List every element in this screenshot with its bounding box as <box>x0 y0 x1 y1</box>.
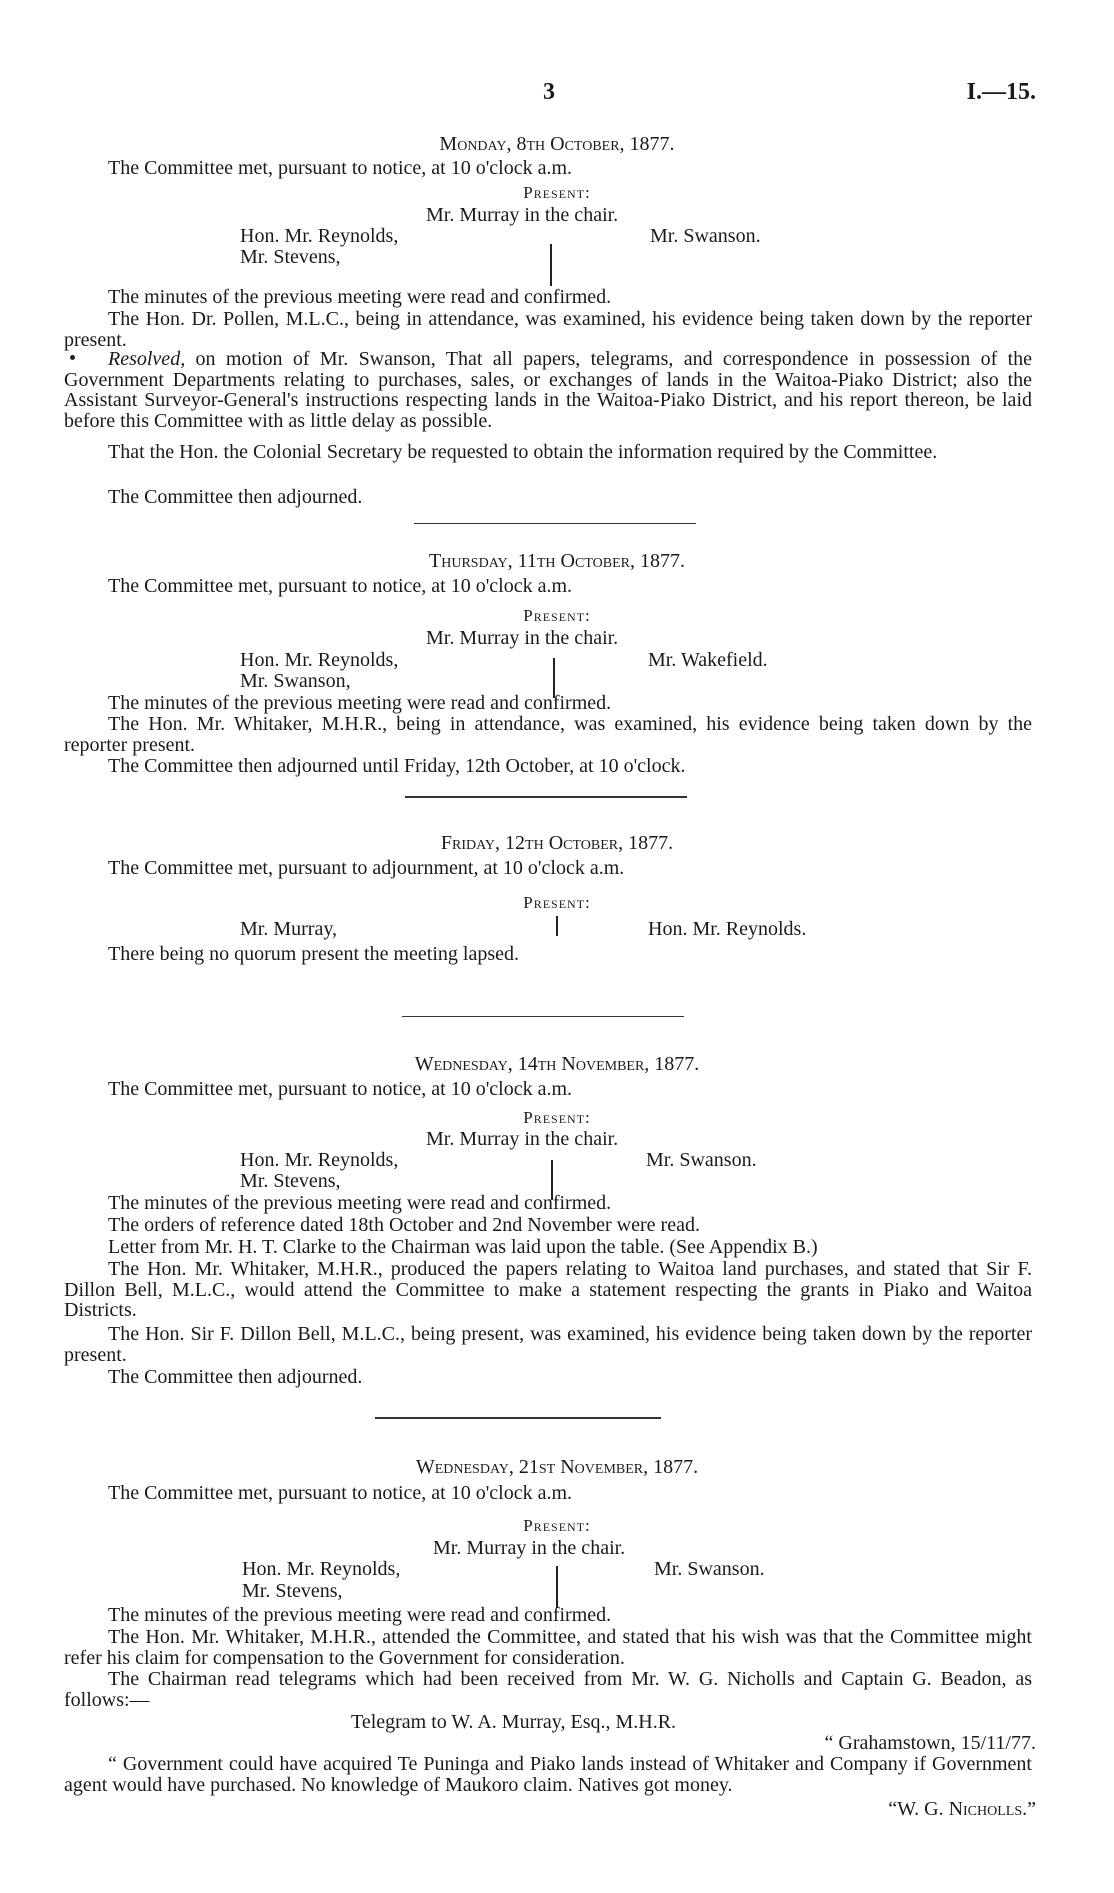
document-id: I.—15. <box>966 79 1036 105</box>
member-left-3a: Mr. Murray, <box>240 918 338 940</box>
chair-line-4: Mr. Murray in the chair. <box>426 1128 619 1150</box>
paragraph: The Committee then adjourned. <box>108 486 363 508</box>
chair-line-2: Mr. Murray in the chair. <box>426 627 619 649</box>
present-heading-4: Present: <box>523 1108 591 1127</box>
meeting-opening-2: The Committee met, pursuant to notice, at 10 o'clock a.m. <box>108 575 573 597</box>
member-left-2a: Hon. Mr. Reynolds, <box>240 649 399 671</box>
present-heading-5: Present: <box>523 1516 591 1535</box>
page-number: 3 <box>543 79 555 105</box>
meeting-date-1: Monday, 8th October, 1877. <box>439 133 675 155</box>
telegram-signature: “W. G. Nicholls.” <box>888 1798 1036 1820</box>
meeting-opening-3: The Committee met, pursuant to adjournment, at 10 o'clock a.m. <box>108 857 625 879</box>
meeting-opening-1: The Committee met, pursuant to notice, at 10 o'clock a.m. <box>108 157 573 179</box>
paragraph: That the Hon. the Colonial Secretary be requested to obtain the information required by the Committee. <box>108 441 938 463</box>
paragraph: The minutes of the previous meeting were read and confirmed. <box>108 1192 612 1214</box>
paragraph: The Hon. Sir F. Dillon Bell, M.L.C., being present, was examined, his evidence being taken down by the reporter present. <box>64 1323 1032 1366</box>
chair-line-1: Mr. Murray in the chair. <box>426 204 619 226</box>
member-right-2a: Mr. Wakefield. <box>648 649 768 671</box>
chair-line-5: Mr. Murray in the chair. <box>433 1537 626 1559</box>
meeting-date-2: Thursday, 11th October, 1877. <box>429 550 685 572</box>
member-right-3a: Hon. Mr. Reynolds. <box>648 918 807 940</box>
present-heading-1: Present: <box>523 183 591 202</box>
paragraph: The orders of reference dated 18th October and 2nd November were read. <box>108 1214 700 1236</box>
telegram-place-date: “ Grahamstown, 15/11/77. <box>824 1732 1036 1754</box>
present-heading-3: Present: <box>523 893 591 912</box>
paragraph: The Hon. Mr. Whitaker, M.H.R., attended the Committee, and stated that his wish was that the Committee might refer his claim for compensation to the Government for consideration. <box>64 1626 1032 1669</box>
resolved-text: on motion of Mr. Swanson, That all papers, telegrams, and correspondence in possession of the Government Departments relating to purchases, sales, or exchanges of lands in the Waitoa-Piako District; also the Assistant Surveyor-General's instructions respecting lands in the Waitoa-Piako District, and his report thereon, be laid before this Committee with as little delay as possible. <box>64 348 1032 432</box>
paragraph: The minutes of the previous meeting were read and confirmed. <box>108 286 612 308</box>
present-heading-2: Present: <box>523 606 591 625</box>
telegram-body: “ Government could have acquired Te Puninga and Piako lands instead of Whitaker and Company if Government agent would have purchased. No knowledge of Maukoro claim. Natives got money. <box>64 1753 1032 1796</box>
paragraph: The Committee then adjourned until Friday, 12th October, at 10 o'clock. <box>108 755 686 777</box>
section-divider <box>402 1016 684 1017</box>
paragraph: Letter from Mr. H. T. Clarke to the Chairman was laid upon the table. (See Appendix B.) <box>108 1236 818 1258</box>
column-divider <box>556 1566 558 1608</box>
member-left-4a: Hon. Mr. Reynolds, <box>240 1149 399 1171</box>
meeting-date-4: Wednesday, 14th November, 1877. <box>414 1053 700 1075</box>
paragraph: There being no quorum present the meeting lapsed. <box>108 943 519 965</box>
paragraph-resolved <box>64 349 1032 431</box>
paragraph: The Hon. Mr. Whitaker, M.H.R., produced the papers relating to Waitoa land purchases, and stated that Sir F. Dillon Bell, M.L.C., would attend the Committee to make a statement respecting the grants in Piako and Waitoa Districts. <box>64 1258 1032 1321</box>
paragraph: The Committee then adjourned. <box>108 1366 363 1388</box>
telegram-title: Telegram to W. A. Murray, Esq., M.H.R. <box>351 1711 677 1733</box>
member-right-4a: Mr. Swanson. <box>646 1149 757 1171</box>
section-divider <box>375 1417 661 1419</box>
meeting-date-5: Wednesday, 21st November, 1877. <box>415 1456 699 1478</box>
member-left-2b: Mr. Swanson, <box>240 670 351 692</box>
member-left-5b: Mr. Stevens, <box>242 1580 343 1602</box>
paragraph: The Chairman read telegrams which had been received from Mr. W. G. Nicholls and Captain G. Beadon, as follows:— <box>64 1668 1032 1711</box>
section-divider <box>414 523 696 524</box>
member-left-1a: Hon. Mr. Reynolds, <box>240 225 399 247</box>
column-divider <box>550 244 552 286</box>
member-left-4b: Mr. Stevens, <box>240 1170 341 1192</box>
meeting-opening-5: The Committee met, pursuant to notice, at 10 o'clock a.m. <box>108 1482 573 1504</box>
member-left-5a: Hon. Mr. Reynolds, <box>242 1558 401 1580</box>
resolved-word: Resolved, <box>108 348 186 370</box>
paragraph: The minutes of the previous meeting were read and confirmed. <box>108 692 612 714</box>
paragraph: The Hon. Mr. Whitaker, M.H.R., being in attendance, was examined, his evidence being taken down by the reporter present. <box>64 713 1032 756</box>
section-divider <box>405 796 687 798</box>
column-divider <box>556 916 558 936</box>
meeting-opening-4: The Committee met, pursuant to notice, at 10 o'clock a.m. <box>108 1078 573 1100</box>
meeting-date-3: Friday, 12th October, 1877. <box>440 832 674 854</box>
member-right-5a: Mr. Swanson. <box>654 1558 765 1580</box>
paragraph: The Hon. Dr. Pollen, M.L.C., being in attendance, was examined, his evidence being taken down by the reporter present. <box>64 308 1032 351</box>
member-right-1a: Mr. Swanson. <box>650 225 761 247</box>
member-left-1b: Mr. Stevens, <box>240 246 341 268</box>
paragraph: The minutes of the previous meeting were read and confirmed. <box>108 1604 612 1626</box>
